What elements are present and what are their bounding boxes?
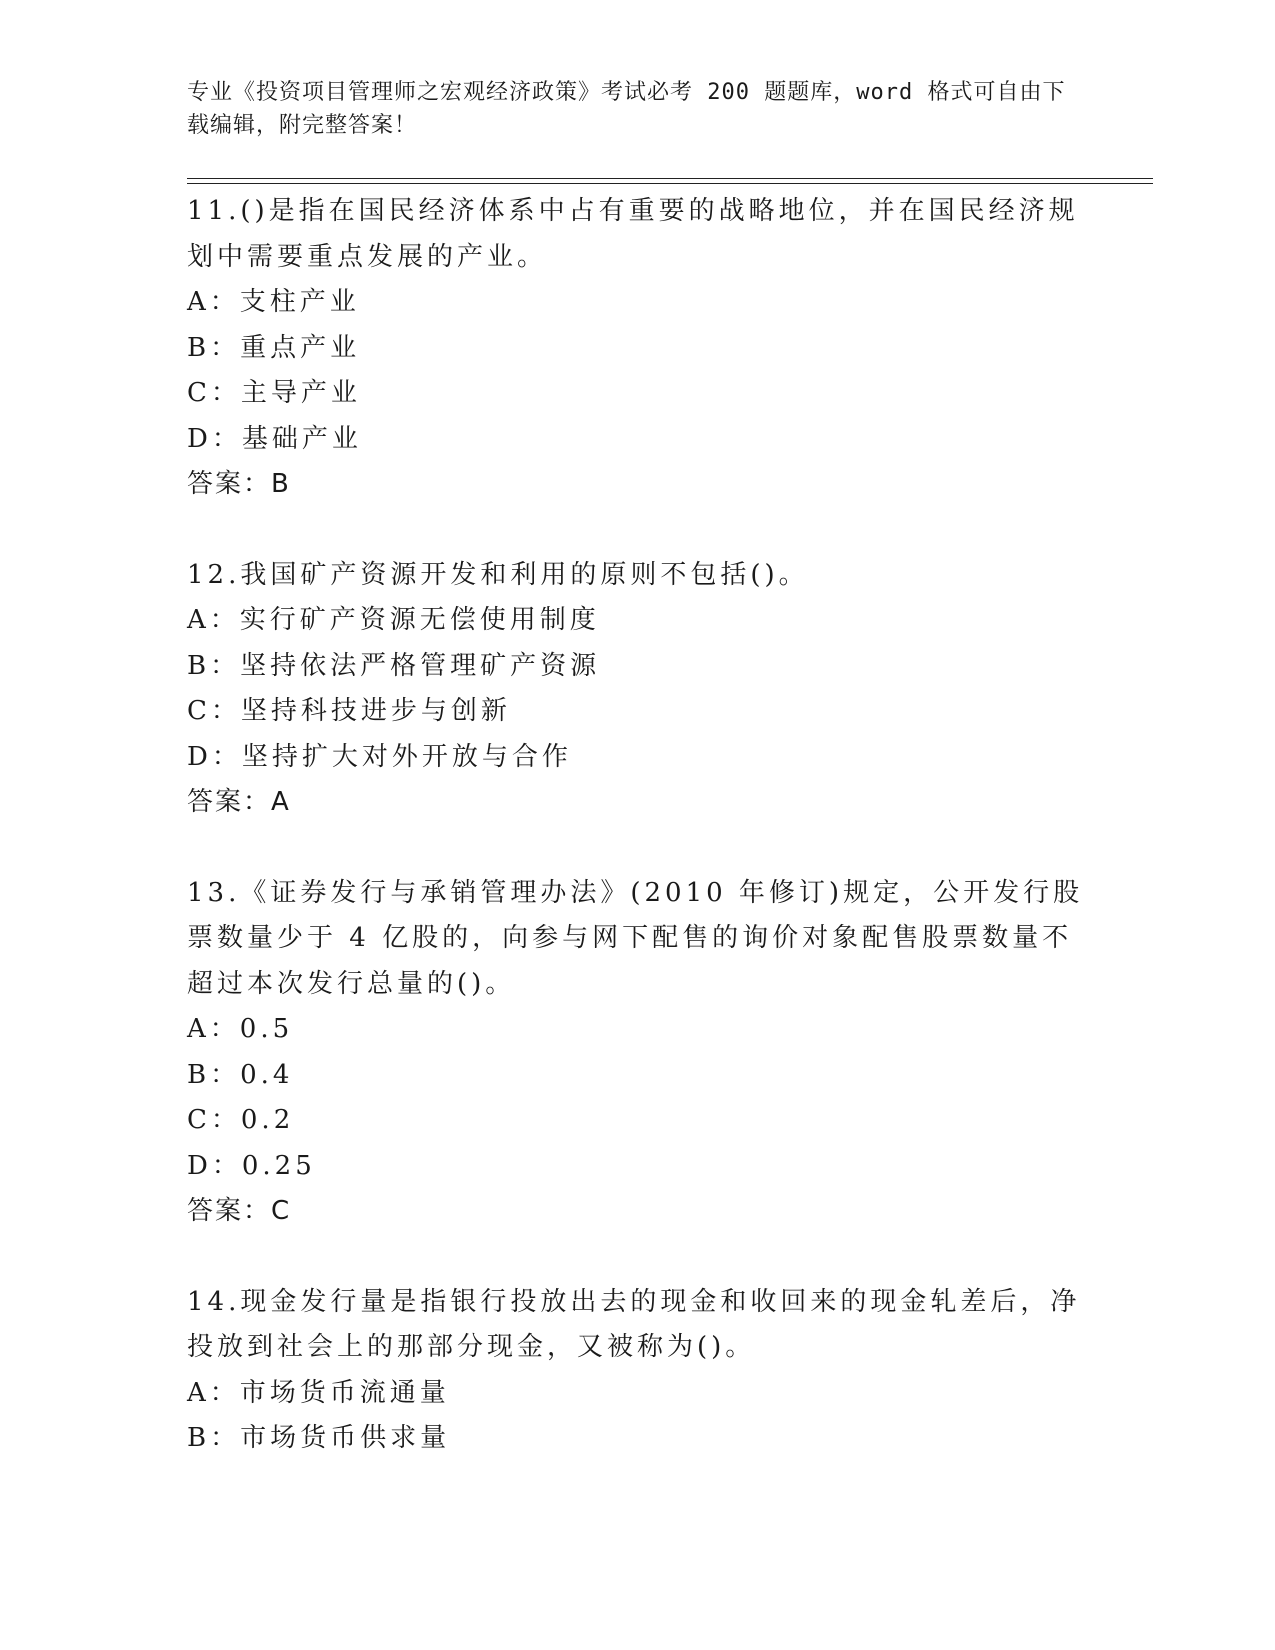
question-list [187, 189, 1087, 1462]
question-stem: 14.现金发行量是指银行投放出去的现金和收回来的现金轧差后，净投放到社会上的那部分现金，又被称为()。 [187, 1286, 1081, 1362]
question-12 [187, 553, 1087, 826]
question-13 [187, 871, 1087, 1235]
question-14 [187, 1280, 1087, 1462]
option-b: B：0.4 [187, 1059, 294, 1090]
option-d: D：基础产业 [187, 423, 362, 454]
answer-line: 答案：B [187, 469, 291, 499]
option-a: A：支柱产业 [187, 287, 360, 317]
option-a: A：实行矿产资源无偿使用制度 [187, 605, 600, 635]
option-c: C：坚持科技进步与创新 [187, 696, 511, 726]
document-header: 专业《投资项目管理师之宏观经济政策》考试必考 200 题题库，word 格式可自由下载编辑，附完整答案！ [187, 80, 1066, 138]
option-b: B：市场货币供求量 [187, 1423, 451, 1453]
question-stem: 12.我国矿产资源开发和利用的原则不包括()。 [187, 559, 809, 590]
option-a: A：市场货币流通量 [187, 1377, 450, 1408]
header-divider-bottom [187, 183, 1153, 184]
question-11 [187, 189, 1087, 508]
option-d: D：坚持扩大对外开放与合作 [187, 741, 572, 772]
question-stem: 13.《证券发行与承销管理办法》(2010 年修订)规定，公开发行股票数量少于 4 亿股的，向参与网下配售的询价对象配售股票数量不超过本次发行总量的()。 [187, 877, 1084, 999]
question-stem: 11.()是指在国民经济体系中占有重要的战略地位，并在国民经济规划中需要重点发展的产业。 [187, 196, 1079, 272]
option-c: C：主导产业 [187, 378, 361, 408]
answer-line: 答案：C [187, 1196, 292, 1226]
option-c: C：0.2 [187, 1105, 295, 1135]
option-d: D：0.25 [187, 1150, 316, 1181]
option-b: B：重点产业 [187, 332, 361, 363]
option-b: B：坚持依法严格管理矿产资源 [187, 650, 601, 681]
option-a: A：0.5 [187, 1014, 294, 1044]
answer-line: 答案：A [187, 787, 291, 817]
header-divider-top [187, 178, 1153, 179]
